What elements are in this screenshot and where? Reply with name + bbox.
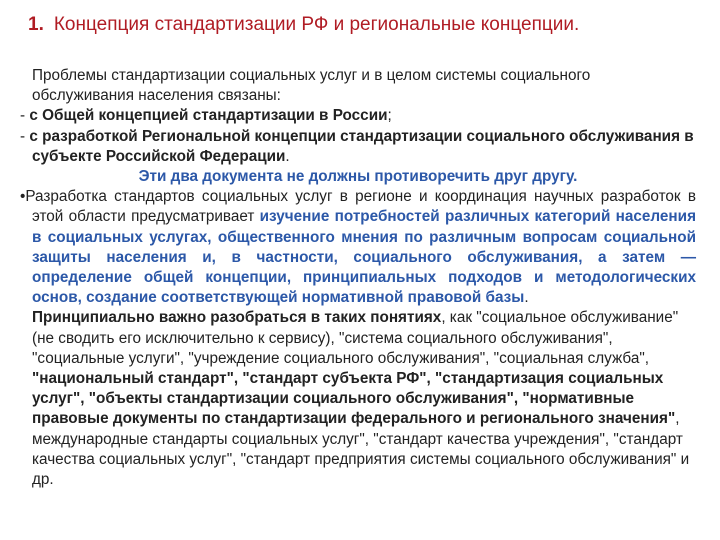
concepts-paragraph [20, 308, 696, 490]
slide-title-text: Концепция стандартизации РФ и региональные концепции. [53, 14, 580, 35]
dash-item-suffix: . [285, 147, 290, 165]
slide-body [20, 66, 696, 490]
bullet-highlight-text: изучение потребностей различных категорий населения в социальных услугах, общественного мнения по различным вопросам социальной защиты населения и, в частности, социального обслуживания, а затем — определение общей концепции, принципиальных подходов и методологических основ, создание соответствующей нормативной правовой базы [32, 208, 696, 307]
dash-marker: - [20, 127, 30, 145]
dash-marker: - [20, 107, 30, 125]
dash-item-suffix: ; [387, 107, 392, 125]
dash-item-text: с разработкой Региональной концепции стандартизации социального обслуживания в субъекте Российской Федерации [29, 127, 694, 165]
dash-item-regional-concept [20, 127, 696, 167]
concepts-lead: Принципиально важно разобраться в таких понятиях [32, 309, 442, 327]
dash-item-general-concept [20, 106, 696, 126]
bullet-marker: • [20, 188, 26, 206]
dash-item-text: с Общей концепцией стандартизации в России [29, 107, 388, 125]
emphasis-line: Эти два документа не должны противоречить друг другу. [138, 168, 578, 186]
bullet-paragraph [20, 187, 696, 308]
concepts-text-2: , международные стандарты социальных услуг", "стандарт качества учреждения", "стандарт качества социальных услуг", "стандарт предприятия системы социального обслуживания" и др. [32, 410, 690, 489]
slide-title [28, 14, 579, 36]
bullet-end: . [524, 289, 529, 307]
intro-paragraph: Проблемы стандартизации социальных услуг и в целом системы социального обслуживания населения связаны: [32, 67, 591, 105]
concepts-bold-terms: "национальный стандарт", "стандарт субъекта РФ", "стандартизация социальных услуг", "объекты стандартизации социального обслуживания", "нормативные правовые документы по стандартизации федерального и регионального значения" [32, 370, 676, 428]
bullet-lead-text: Разработка стандартов социальных услуг в регионе и координация научных разработок в этой области предусматривает [25, 188, 696, 226]
concepts-text-1: , как "социальное обслуживание" (не сводить его исключительно к сервису), "система социального обслуживания", "социальные услуги", "учреждение социального обслуживания", "социальная служба", [32, 309, 679, 367]
slide-title-number: 1. [28, 14, 44, 35]
